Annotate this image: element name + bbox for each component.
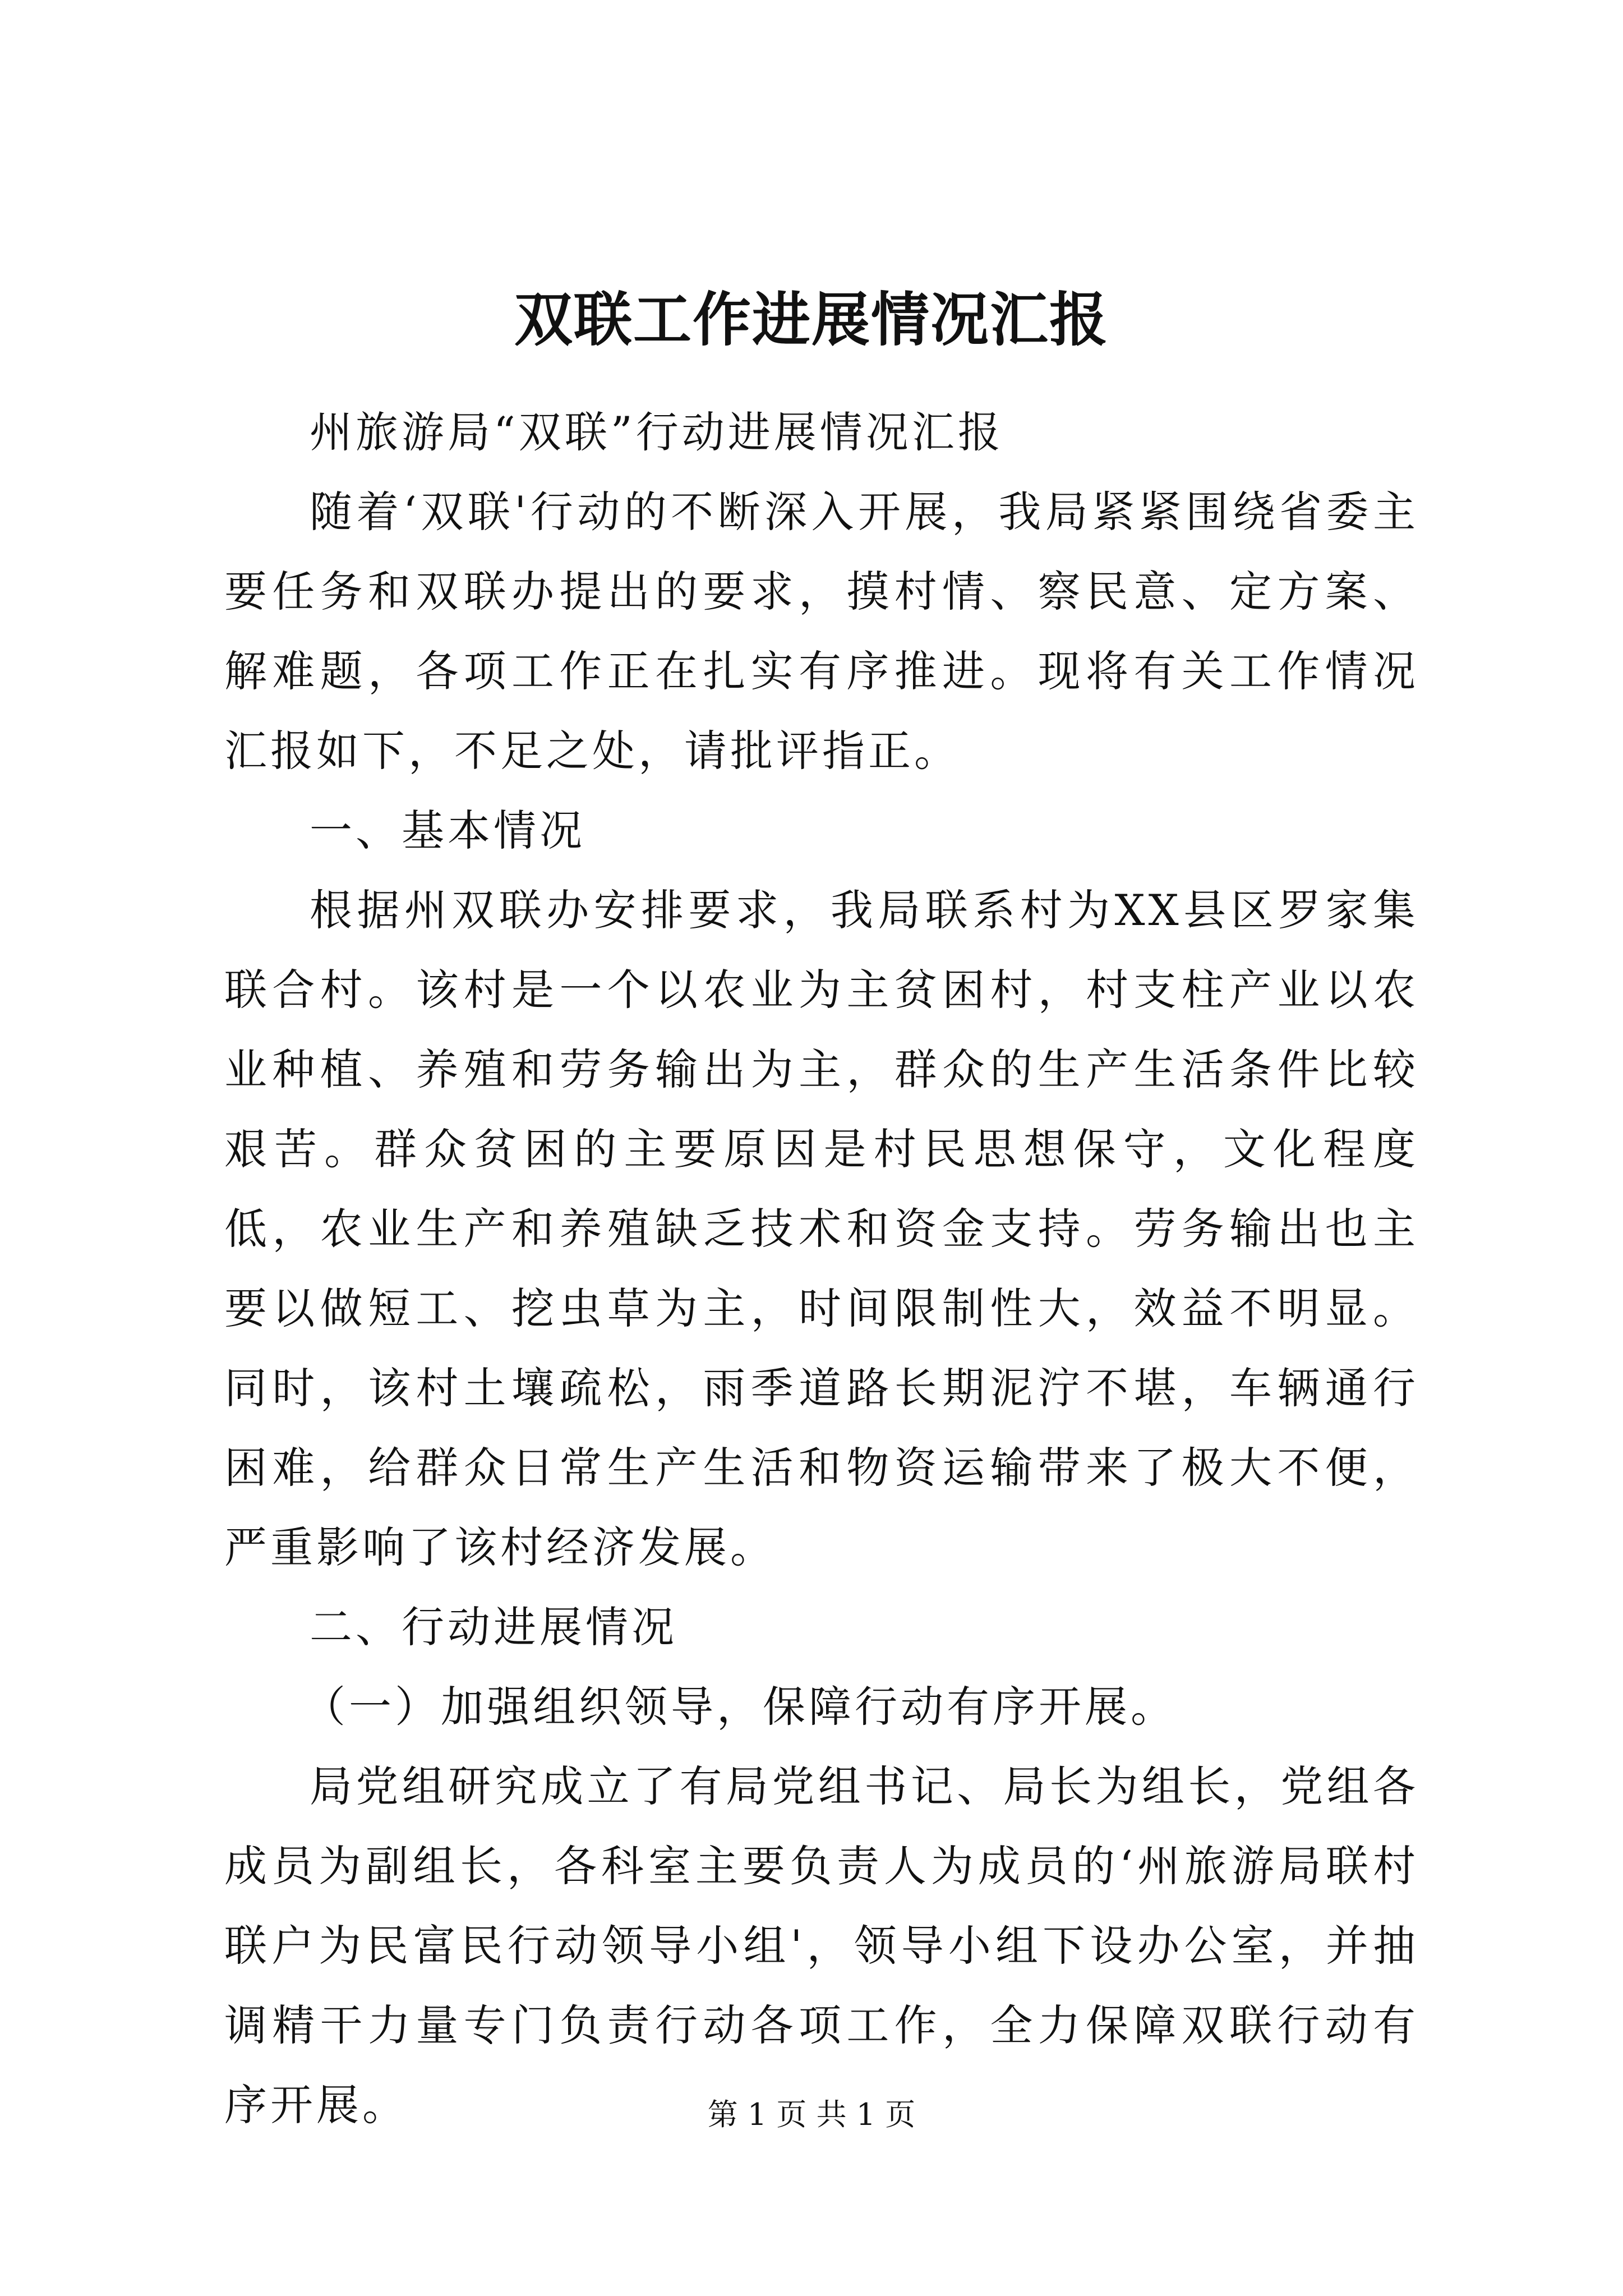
intro-paragraph: 随着‘双联'行动的不断深入开展，我局紧紧围绕省委主要任务和双联办提出的要求，摸村情、察民意、定方案、解难题，各项工作正在扎实有序推进。现将有关工作情况汇报如下，不足之处，请批评指正。	[224, 487, 1419, 776]
document-title: 双联工作进展情况汇报	[514, 285, 1109, 354]
section-heading-progress: 二、行动进展情况	[310, 1602, 677, 1652]
basic-situation-paragraph: 根据州双联办安排要求，我局联系村为XX县区罗家集联合村。该村是一个以农业为主贫困村，村支柱产业以农业种植、养殖和劳务输出为主，群众的生产生活条件比较艰苦。群众贫困的主要原因是村民思想保守，文化程度低，农业生产和养殖缺乏技术和资金支持。劳务输出也主要以做短工、挖虫草为主，时间限制性大，效益不明显。同时，该村土壤疏松，雨季道路长期泥泞不堪，车辆通行困难，给群众日常生产生活和物资运输带来了极大不便，严重影响了该村经济发展。	[224, 885, 1419, 1572]
page-footer: 第 1 页 共 1 页	[707, 2097, 916, 2132]
organization-paragraph: 局党组研究成立了有局党组书记、局长为组长，党组各成员为副组长，各科室主要负责人为成员的‘州旅游局联村联户为民富民行动领导小组'，领导小组下设办公室，并抽调精干力量专门负责行动各项工作，全力保障双联行动有序开展。	[224, 1761, 1419, 2130]
document-body	[224, 393, 1419, 2145]
section-heading-basic: 一、基本情况	[310, 806, 585, 855]
document-subtitle: 州旅游局“双联”行动进展情况汇报	[310, 407, 1004, 457]
subsection-heading-organization: （一）加强组织领导，保障行动有序开展。	[303, 1682, 1177, 1732]
